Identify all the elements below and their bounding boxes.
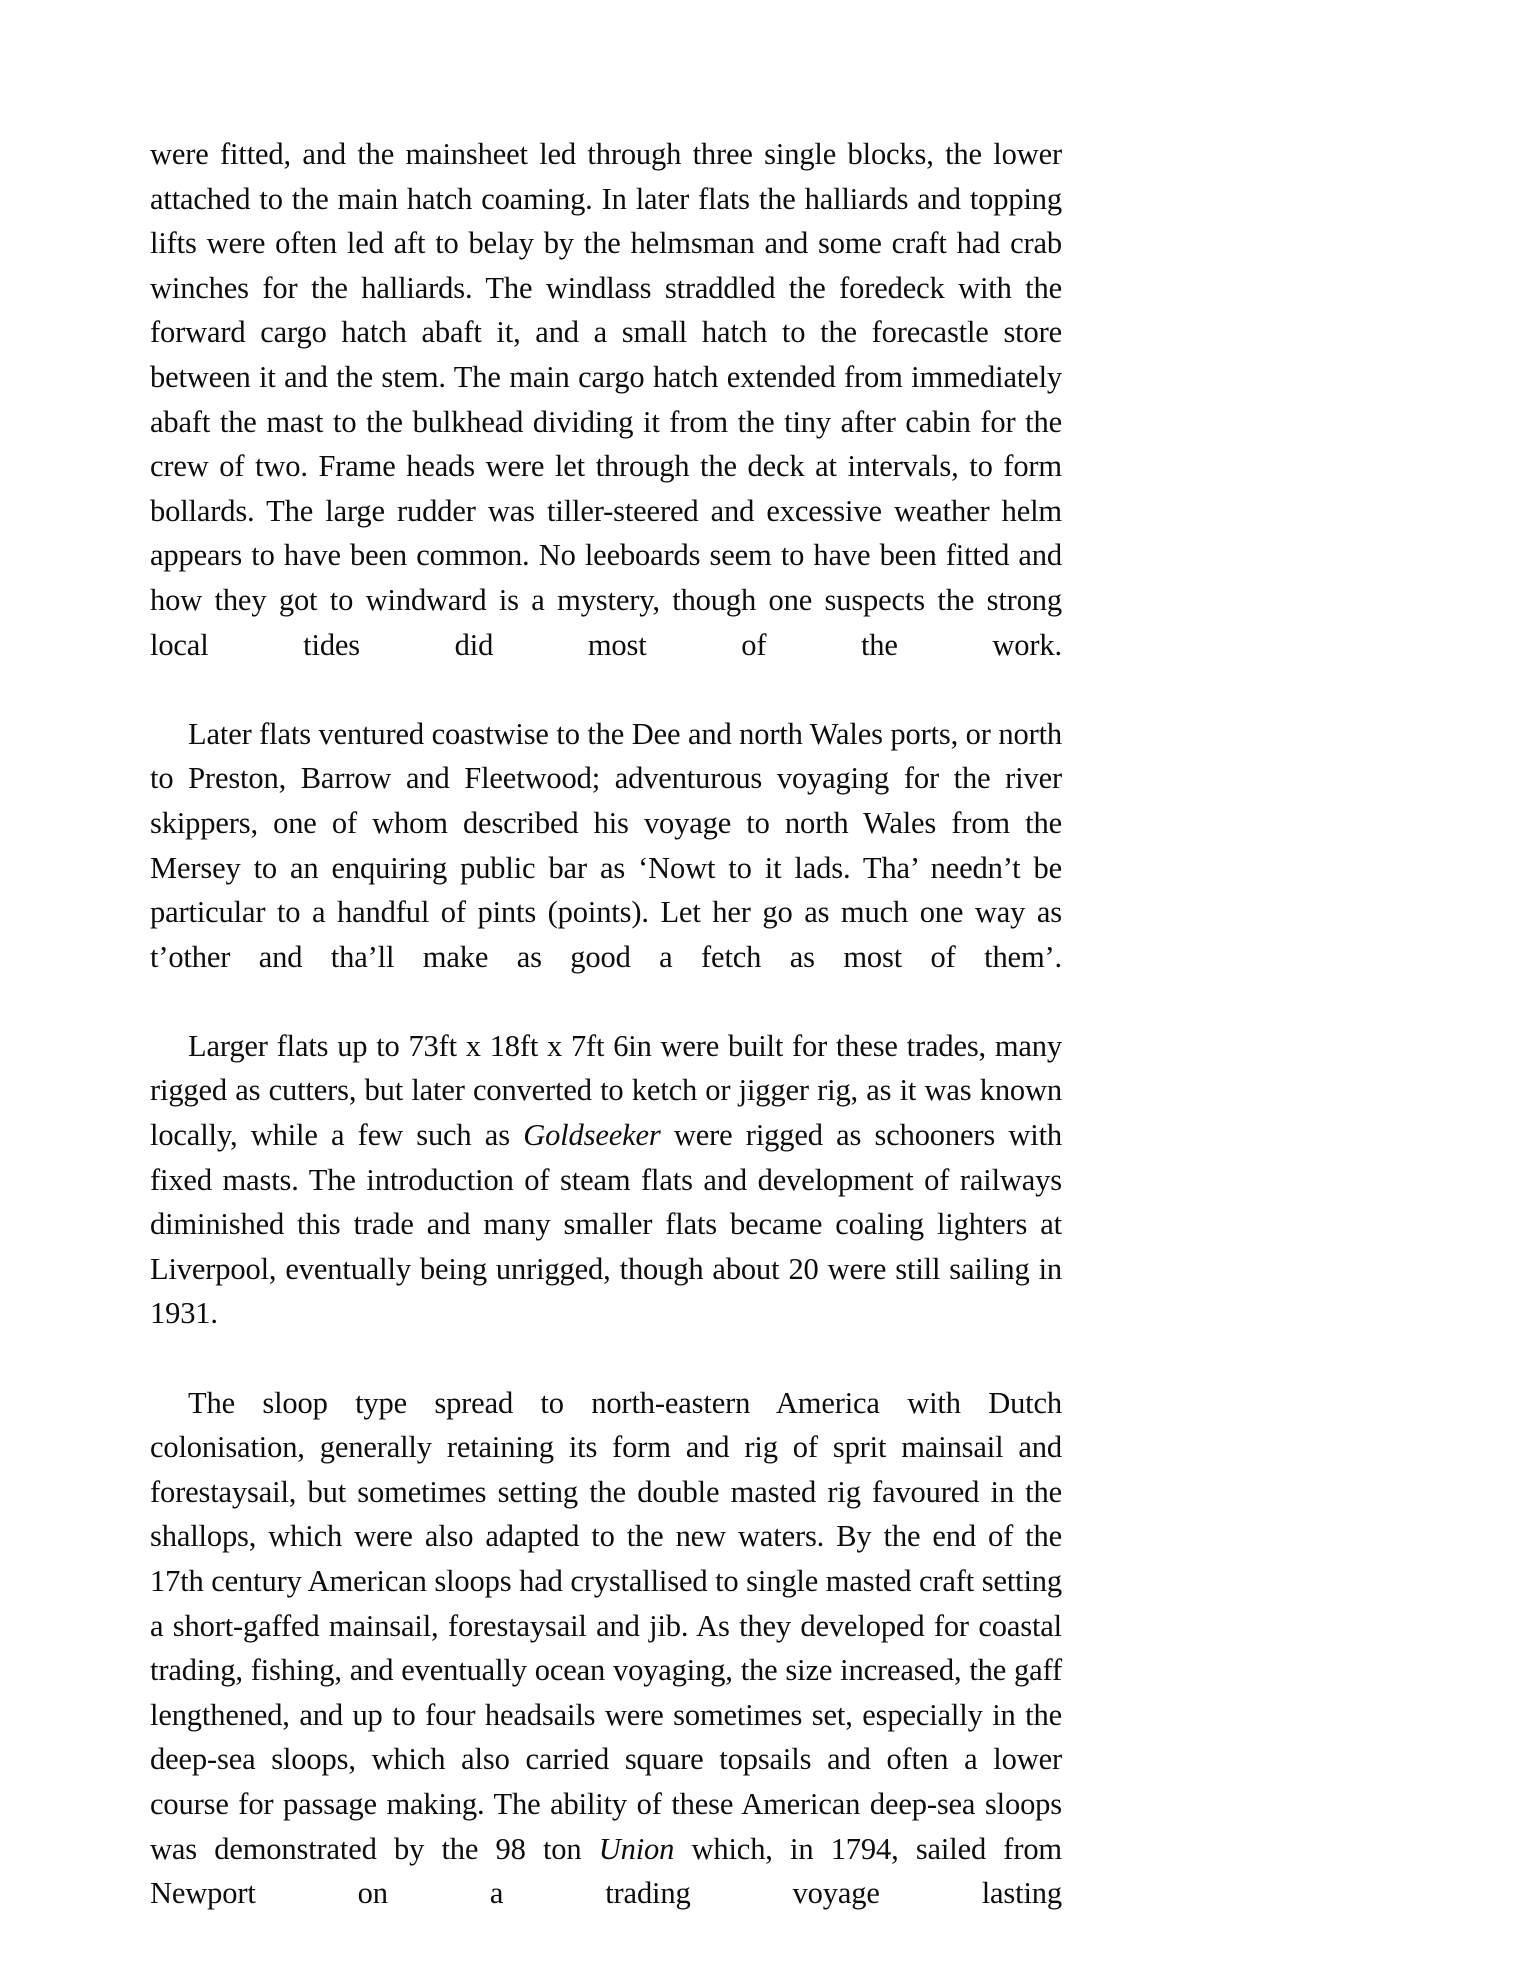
italic-ship-name: Goldseeker [523, 1118, 661, 1153]
paragraph-3: Larger flats up to 73ft x 18ft x 7ft 6in were built for these trades, many rigged as cutters, but later converted to ketch or jigger rig, as it was known locally, while a few such as Goldseeker were rigged as schooners with fixed masts. The introduction of steam flats and development of railways diminished this trade and many smaller flats became coaling lighters at Liverpool, eventually being unrigged, though about 20 were still sailing in 1931. [150, 1028, 1063, 1331]
body-text-block [150, 132, 1062, 1960]
italic-ship-name: Union [598, 1831, 675, 1866]
paragraph-4: The sloop type spread to north-eastern America with Dutch colonisation, generally retaining its form and rig of sprit mainsail and forestaysail, but sometimes setting the double masted rig favoured in the shallops, which were also adapted to the new waters. By the end of the 17th century American sloops had crystallised to single masted craft setting a short-gaffed mainsail, forestaysail and jib. As they developed for coastal trading, fishing, and eventually ocean voyaging, the size increased, the gaff lengthened, and up to four headsails were sometimes set, especially in the deep-sea sloops, which also carried square topsails and often a lower course for passage making. The ability of these American deep-sea sloops was demonstrated by the 98 ton Union which, in 1794, sailed from Newport on a trading voyage lasting [150, 1385, 1062, 1911]
paragraph-1: were fitted, and the mainsheet led through three single blocks, the lower attached to the main hatch coaming. In later flats the halliards and topping lifts were often led aft to belay by the helmsman and some craft had crab winches for the halliards. The windlass straddled the foredeck with the forward cargo hatch abaft it, and a small hatch to the forecastle store between it and the stem. The main cargo hatch extended from immediately abaft the mast to the bulkhead dividing it from the tiny after cabin for the crew of two. Frame heads were let through the deck at intervals, to form bollards. The large rudder was tiller-steered and excessive weather helm appears to have been common. No leeboards seem to have been fitted and how they got to windward is a mystery, though one suspects the strong local tides did most of the work. [150, 137, 1062, 662]
paragraph-2: Later flats ventured coastwise to the Dee and north Wales ports, or north to Preston, Barrow and Fleetwood; adventurous voyaging for the river skippers, one of whom described his voyage to north Wales from the Mersey to an enquiring public bar as ‘Nowt to it lads. Tha’ needn’t be particular to a handful of pints (points). Let her go as much one way as t’other and tha’ll make as good a fetch as most of them’. [150, 716, 1062, 974]
